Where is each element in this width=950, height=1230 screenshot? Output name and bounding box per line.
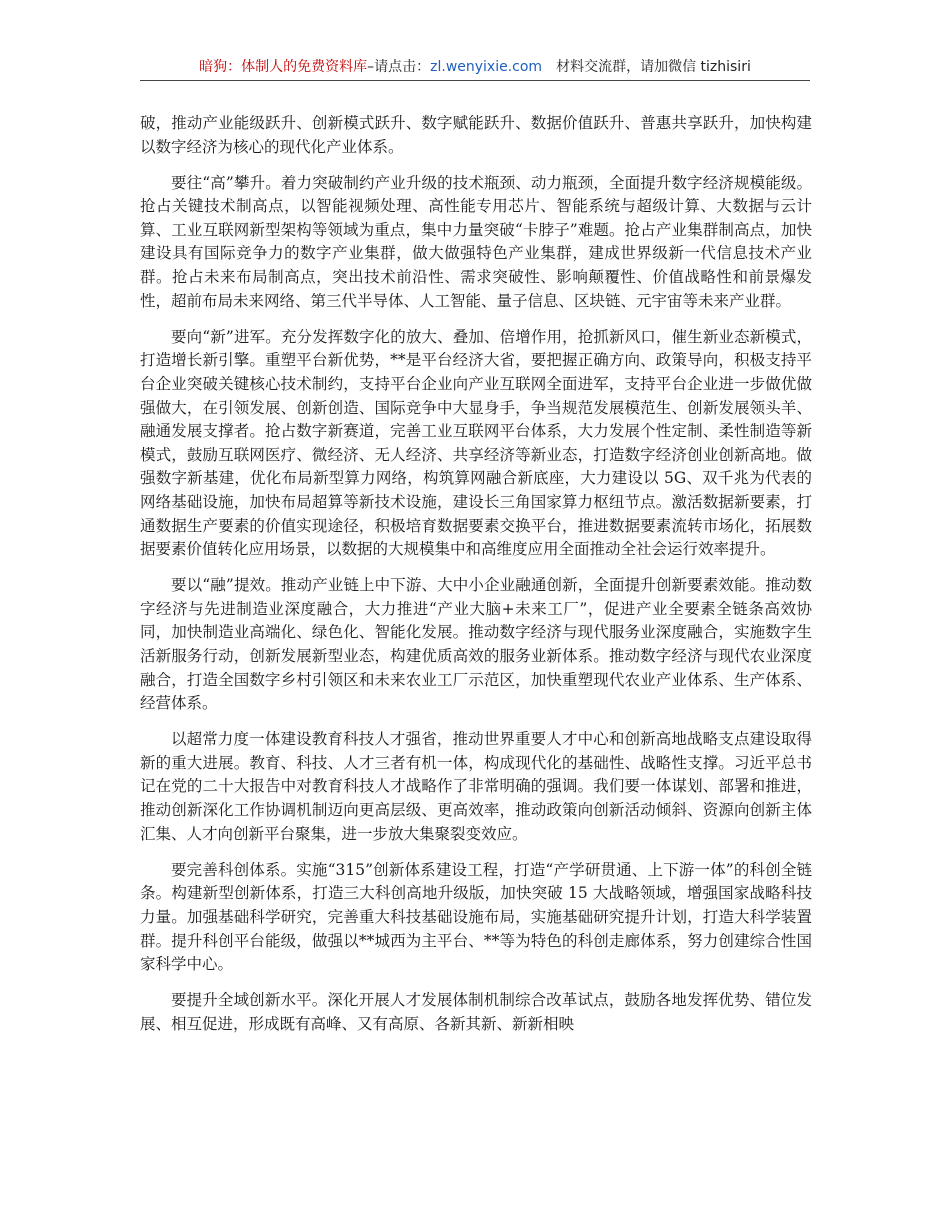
paragraph-7: 要提升全域创新水平。深化开展人才发展体制机制综合改革试点，鼓励各地发挥优势、错位发展、相互促进，形成既有高峰、又有高原、各新其新、新新相映 <box>140 991 812 1033</box>
paragraph-2: 要往“高”攀升。着力突破制约产业升级的技术瓶颈、动力瓶颈，全面提升数字经济规模能级。抢占关键技术制高点，以智能视频处理、高性能专用芯片、智能系统与超级计算、大数据与云计算、工业互联网新型架构等领域为重点，集中力量突破“卡脖子”难题。抢占产业集群制高点，加快建设具有国际竞争力的数字产业集群，做大做强特色产业集群，建成世界级新一代信息技术产业群。抢占未来布局制高点，突出技术前沿性、需求突破性、影响颠覆性、价值战略性和前景爆发性，超前布局未来网络、第三代半导体、人工智能、量子信息、区块链、元宇宙等未来产业群。 <box>140 173 812 310</box>
header-divider <box>140 80 810 81</box>
header-group-info: 材料交流群，请加微信 tizhisiri <box>556 59 751 75</box>
paragraph-5: 以超常力度一体建设教育科技人才强省，推动世界重要人才中心和创新高地战略支点建设取得新的重大进展。教育、科技、人才三者有机一体，构成现代化的基础性、战略性支撑。习近平总书记在党的二十大报告中对教育科技人才战略作了非常明确的强调。我们要一体谋划、部署和推进，推动创新深化工作协调机制迈向更高层级、更高效率，推动政策向创新活动倾斜、资源向创新主体汇集、人才向创新平台聚集，进一步放大集聚裂变效应。 <box>140 730 812 843</box>
paragraph-3: 要向“新”进军。充分发挥数字化的放大、叠加、倍增作用，抢抓新风口，催生新业态新模式，打造增长新引擎。重塑平台新优势，**是平台经济大省，要把握正确方向、政策导向，积极支持平台企业突破关键核心技术制约，支持平台企业向产业互联网全面进军，支持平台企业进一步做优做强做大，在引领发展、创新创造、国际竞争中大显身手，争当规范发展模范生、创新发展领头羊、融通发展支撑者。抢占数字新赛道，完善工业互联网平台体系，大力发展个性定制、柔性制造等新模式，鼓励互联网医疗、微经济、无人经济、共享经济等新业态，打造数字经济创业创新高地。做强数字新基建，优化布局新型算力网络，构筑算网融合新底座，大力建设以 5G、双千兆为代表的网络基础设施，加快布局超算等新技术设施，建设长三角国家算力枢纽节点。激活数据新要素，打通数据生产要素的价值实现途径，积极培育数据要素交换平台，推进数据要素流转市场化，拓展数据要素价值转化应用场景，以数据的大规模集中和高维度应用全面推动全社会运行效率提升。 <box>140 327 812 559</box>
header-brand-link[interactable]: 暗狗：体制人的免费资料库 <box>199 59 368 75</box>
paragraph-6: 要完善科创体系。实施“315”创新体系建设工程，打造“产学研贯通、上下游一体”的科创全链条。构建新型创新体系，打造三大科创高地升级版，加快突破 15 大战略领域，增强国家战略科技力量。加强基础科学研究，完善重大科技基础设施布局，实施基础研究提升计划，打造大科学装置群。提升科创平台能级，做强以**城西为主平台、**等为特色的科创走廊体系，努力创建综合性国家科学中心。 <box>140 860 812 974</box>
page-header <box>0 56 950 78</box>
header-url-link[interactable]: zl.wenyixie.com <box>430 59 543 75</box>
paragraph-4: 要以“融”提效。推动产业链上中下游、大中小企业融通创新，全面提升创新要素效能。推动数字经济与先进制造业深度融合，大力推进“产业大脑+未来工厂”，促进产业全要素全链条高效协同，加快制造业高端化、绿色化、智能化发展。推动数字经济与现代服务业深度融合，实施数字生活新服务行动，创新发展新型业态，构建优质高效的服务业新体系。推动数字经济与现代农业深度融合，打造全国数字乡村引领区和未来农业工厂示范区，加快重塑现代农业产业体系、生产体系、经营体系。 <box>140 576 812 713</box>
paragraph-1: 破，推动产业能级跃升、创新模式跃升、数字赋能跃升、数据价值跃升、普惠共享跃升，加快构建以数字经济为核心的现代化产业体系。 <box>140 114 812 156</box>
header-prompt: –请点击： <box>367 59 431 75</box>
document-body <box>140 112 812 1049</box>
